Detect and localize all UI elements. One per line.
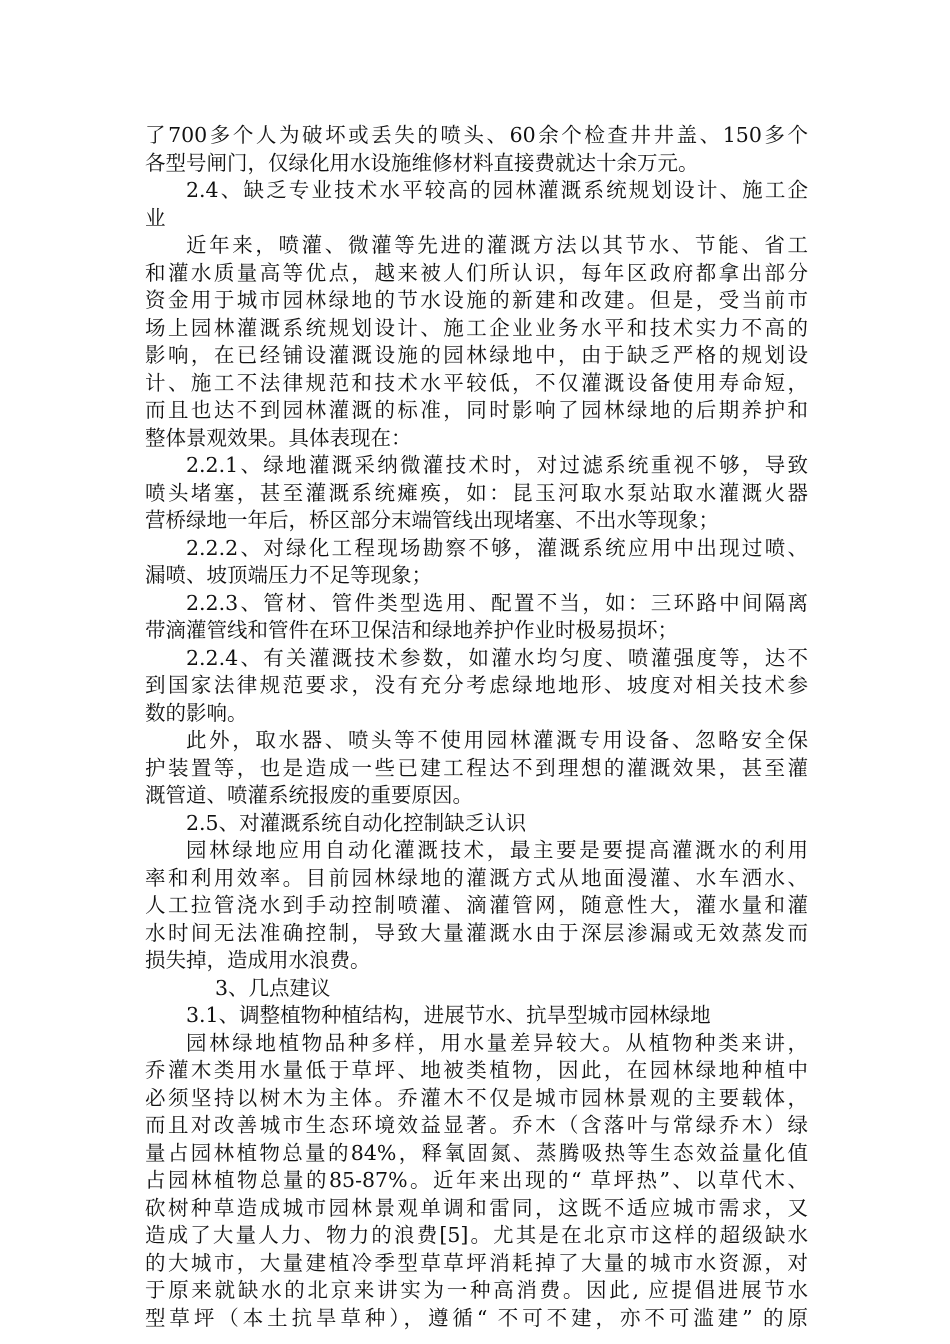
text-line: 型草坪（本土抗旱草种），遵循“ 不可不建，亦不可滥建” 的原 — [145, 1305, 808, 1330]
section-heading: 3.1、调整植物种植结构，进展节水、抗旱型城市园林绿地 — [186, 1003, 711, 1027]
text-line: 砍树种草造成城市园林景观单调和雷同，这既不适应城市需求，又 — [145, 1195, 808, 1220]
text-line: 而且对改善城市生态环境效益显著。乔木（含落叶与常绿乔木）绿 — [145, 1113, 808, 1137]
section-heading: 2.4、缺乏专业技术水平较高的园林灌溉系统规划设计、施工企 — [186, 178, 808, 202]
list-item: 漏喷、坡顶端压力不足等现象； — [145, 563, 432, 587]
text-line: 溉管道、喷灌系统报废的重要原因。 — [145, 783, 473, 807]
list-item: 带滴灌管线和管件在环卫保洁和绿地养护作业时极易损坏； — [145, 618, 678, 642]
text-line: 园林绿地应用自动化灌溉技术，最主要是要提高灌溉水的利用 — [186, 838, 808, 862]
text-line: 整体景观效果。具体表现在： — [145, 425, 412, 450]
text-line: 和灌水质量高等优点，越来被人们所认识，每年区政府都拿出部分 — [145, 260, 808, 285]
text-line: 影响，在已经铺设灌溉设施的园林绿地中，由于缺乏严格的规划设 — [145, 343, 808, 367]
list-item: 喷头堵塞，甚至灌溉系统瘫痪，如：昆玉河取水泵站取水灌溉火器 — [145, 480, 808, 505]
text-line: 园林绿地植物品种多样，用水量差异较大。从植物种类来讲， — [186, 1030, 808, 1055]
text-line: 乔灌木类用水量低于草坪、地被类植物，因此，在园林绿地种植中 — [145, 1058, 808, 1082]
text-line: 造成了大量人力、物力的浪费[5]。尤其是在北京市这样的超级缺水 — [145, 1223, 808, 1247]
text-line: 于原来就缺水的北京来讲实为一种高消费。因此, 应提倡进展节水 — [145, 1278, 808, 1302]
section-heading: 2.5、对灌溉系统自动化控制缺乏认识 — [186, 810, 527, 835]
section-heading: 3、几点建议 — [215, 975, 331, 1000]
list-item: 2.2.1、绿地灌溉采纳微灌技术时，对过滤系统重视不够，导致 — [186, 453, 808, 477]
text-line: 场上园林灌溉系统规划设计、施工企业业务水平和技术实力不高的 — [145, 315, 808, 340]
text-line: 此外，取水器、喷头等不使用园林灌溉专用设备、忽略安全保 — [186, 728, 808, 752]
text-line: 近年来，喷灌、微灌等先进的灌溉方法以其节水、节能、省工 — [186, 233, 808, 257]
text-line: 各型号闸门，仅绿化用水设施维修材料直接费就达十余万元。 — [145, 150, 699, 175]
list-item: 数的影响。 — [145, 700, 248, 725]
text-line: 量占园林植物总量的84%，释氧固氮、蒸腾吸热等生态效益量化值 — [145, 1140, 808, 1165]
text-line: 必须坚持以树木为主体。乔灌木不仅是城市园林景观的主要载体， — [145, 1085, 808, 1110]
text-line: 而且也达不到园林灌溉的标准，同时影响了园林绿地的后期养护和 — [145, 398, 808, 422]
text-line: 占园林植物总量的85-87%。近年来出现的“ 草坪热”、以草代木、 — [145, 1168, 808, 1192]
list-item: 2.2.4、有关灌溉技术参数，如灌水均匀度、喷灌强度等，达不 — [186, 645, 808, 670]
document-body — [145, 122, 808, 1332]
text-line: 了700多个人为破坏或丢失的喷头、60余个检查井井盖、150多个 — [145, 123, 808, 147]
text-line: 率和利用效率。目前园林绿地的灌溉方式从地面漫灌、水车洒水、 — [145, 865, 808, 890]
text-line: 的大城市，大量建植冷季型草草坪消耗掉了大量的城市水资源，对 — [145, 1250, 808, 1275]
text-line: 水时间无法准确控制，导致大量灌溉水由于深层渗漏或无效蒸发而 — [145, 920, 808, 945]
text-line: 护装置等，也是造成一些已建工程达不到理想的灌溉效果，甚至灌 — [145, 755, 808, 780]
list-item: 到国家法律规范要求，没有充分考虑绿地地形、坡度对相关技术参 — [145, 673, 808, 697]
text-line: 人工拉管浇水到手动控制喷灌、滴灌管网，随意性大，灌水量和灌 — [145, 893, 808, 917]
list-item: 2.2.3、管材、管件类型选用、配置不当，如：三环路中间隔离 — [186, 590, 808, 615]
list-item: 营桥绿地一年后，桥区部分末端管线出现堵塞、不出水等现象； — [145, 508, 719, 532]
list-item: 2.2.2、对绿化工程现场勘察不够，灌溉系统应用中出现过喷、 — [186, 535, 808, 560]
text-line: 损失掉，造成用水浪费。 — [145, 948, 371, 972]
text-line: 计、施工不法律规范和技术水平较低，不仅灌溉设备使用寿命短， — [145, 370, 808, 395]
section-heading: 业 — [145, 205, 166, 230]
text-line: 资金用于城市园林绿地的节水设施的新建和改建。但是，受当前市 — [145, 288, 808, 312]
